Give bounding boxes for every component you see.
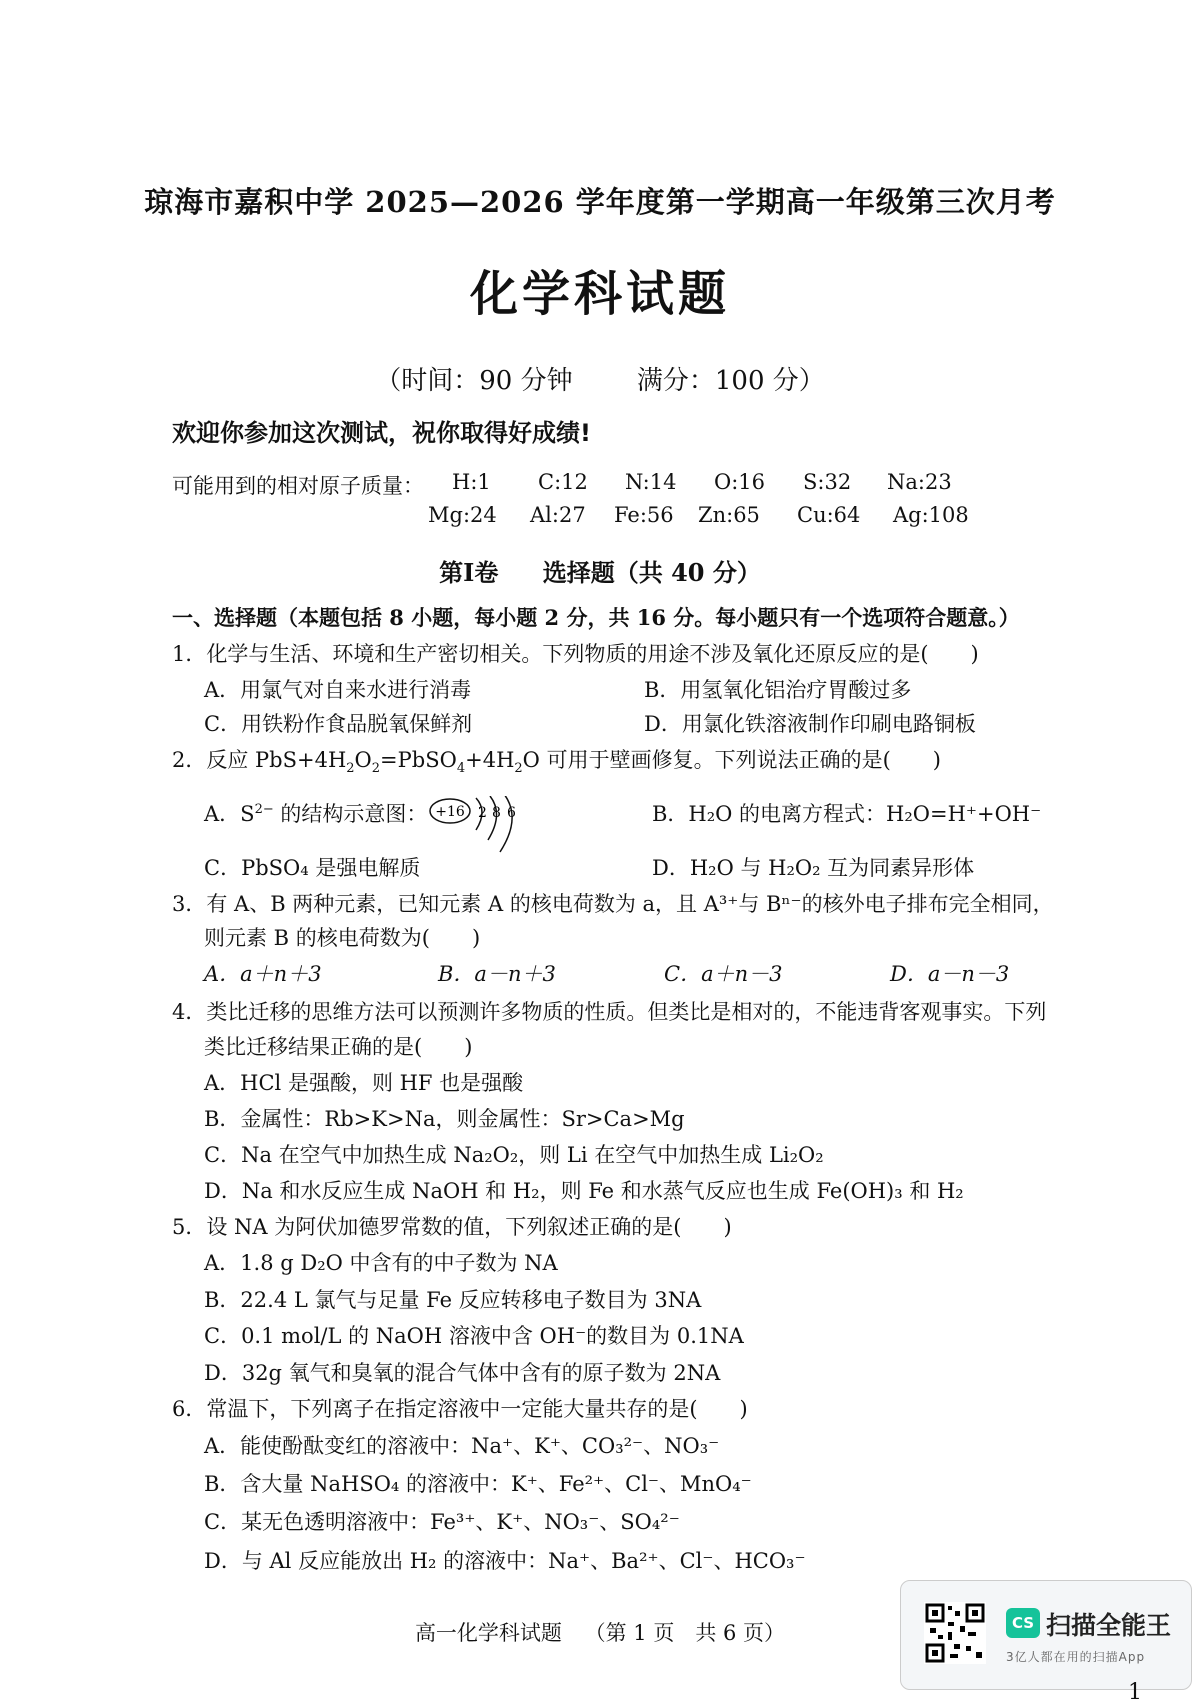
question-6-option-c: C．某无色透明溶液中：Fe³⁺、K⁺、NO₃⁻、SO₄²⁻	[204, 1510, 680, 1534]
footer-page: （第 1 页 共 6 页）	[584, 1621, 786, 1645]
question-2-option-d: D．H₂O 与 H₂O₂ 互为同素异形体	[652, 856, 975, 880]
question-5-option-a: A．1.8 g D₂O 中含有的中子数为 NA	[204, 1251, 558, 1275]
welcome-text: 欢迎你参加这次测试，祝你取得好成绩!	[172, 419, 591, 447]
question-5-option-c: C．0.1 mol/L 的 NaOH 溶液中含 OH⁻的数目为 0.1NA	[204, 1324, 744, 1348]
atomic-mass: Ag:108	[893, 503, 969, 527]
exam-score: 满分：100 分）	[636, 366, 825, 396]
question-3-option-d: D．a－n－3	[890, 962, 1010, 986]
question-1-option-d: D．用氯化铁溶液制作印刷电路铜板	[644, 712, 976, 736]
question-2-stem-prefix: 2．反应 PbS+4H	[172, 748, 347, 772]
volume-label: 第Ⅰ卷	[439, 558, 499, 587]
atomic-mass: H:1	[452, 470, 491, 494]
question-3-stem-line1: 3．有 A、B 两种元素，已知元素 A 的核电荷数为 a，且 A³⁺与 Bⁿ⁻的核外电子排布完全相同，	[172, 892, 1054, 916]
question-6-option-b: B．含大量 NaHSO₄ 的溶液中：K⁺、Fe²⁺、Cl⁻、MnO₄⁻	[204, 1472, 752, 1496]
question-2-option-a-prefix: A．S	[204, 802, 255, 826]
atomic-mass: Fe:56	[614, 503, 674, 527]
question-1-option-c: C．用铁粉作食品脱氧保鲜剂	[204, 712, 473, 736]
question-2-option-c: C．PbSO₄ 是强电解质	[204, 856, 421, 880]
question-6-stem: 6．常温下，下列离子在指定溶液中一定能大量共存的是( )	[172, 1397, 748, 1421]
exam-time: （时间：90 分钟	[375, 366, 573, 396]
atomic-mass: N:14	[625, 470, 677, 494]
question-5-stem: 5．设 NA 为阿伏加德罗常数的值，下列叙述正确的是( )	[172, 1215, 732, 1239]
atomic-mass: Al:27	[530, 503, 586, 527]
watermark-app-name: 扫描全能王	[1046, 1611, 1172, 1640]
school-title: 琼海市嘉积中学 2025—2026 学年度第一学期高一年级第三次月考	[144, 185, 1056, 219]
question-4-option-a: A．HCl 是强酸，则 HF 也是强酸	[204, 1071, 524, 1095]
question-4-option-d: D．Na 和水反应生成 NaOH 和 H₂，则 Fe 和水蒸气反应也生成 Fe(OH)₃ 和 H₂	[204, 1179, 964, 1203]
question-2-stem: 2．反应 $PbS+4H_2O_2=PbSO_4+4H_2O$ 可用于壁画修复。下列说法正确的是( )	[172, 748, 941, 777]
question-1-stem: 1．化学与生活、环境和生产密切相关。下列物质的用途不涉及氧化还原反应的是( )	[172, 642, 979, 666]
question-1-option-b: B．用氢氧化铝治疗胃酸过多	[644, 678, 912, 702]
question-2-option-b: B．H₂O 的电离方程式：H₂O=H⁺+OH⁻	[652, 802, 1042, 826]
camscanner-logo-icon: CS	[1006, 1608, 1040, 1638]
question-4-option-b: B．金属性：Rb>K>Na，则金属性：Sr>Ca>Mg	[204, 1107, 685, 1131]
section-title: 选择题（共 40 分）	[542, 558, 761, 587]
atomic-mass: Zn:65	[698, 503, 760, 527]
shell-electron-count: 2	[478, 805, 487, 821]
question-2-option-a: A．$S^{2-}$ 的结构示意图：	[204, 802, 428, 826]
atomic-mass: O:16	[714, 470, 766, 494]
question-3-option-c: C．a＋n－3	[664, 962, 783, 986]
atomic-mass: Mg:24	[428, 503, 497, 527]
section-heading	[0, 553, 1200, 588]
qr-code-icon	[924, 1602, 986, 1664]
question-5-option-b: B．22.4 L 氯气与足量 Fe 反应转移电子数目为 3NA	[204, 1288, 702, 1312]
shell-electron-count: 6	[507, 805, 516, 821]
question-5-option-d: D．32g 氧气和臭氧的混合气体中含有的原子数为 2NA	[204, 1361, 721, 1385]
question-2-stem-rest: 可用于壁画修复。下列说法正确的是( )	[546, 748, 941, 772]
exam-meta	[0, 360, 1200, 397]
question-3-option-a: A．a＋n＋3	[204, 962, 322, 986]
atomic-mass: C:12	[538, 470, 588, 494]
question-3-stem-line2: 则元素 B 的核电荷数为( )	[204, 926, 481, 950]
question-1-option-a: A．用氯气对自来水进行消毒	[204, 678, 472, 702]
question-2-option-a-suffix: 的结构示意图：	[273, 802, 428, 826]
watermark-tagline: 3亿人都在用的扫描App	[1006, 1650, 1146, 1664]
subject-title: 化学科试题	[469, 266, 730, 322]
question-3-option-b: B．a－n＋3	[438, 962, 556, 986]
shell-electron-count: 8	[492, 805, 501, 821]
question-4-option-c: C．Na 在空气中加热生成 Na₂O₂，则 Li 在空气中加热生成 Li₂O₂	[204, 1143, 824, 1167]
sulfur-ion-shell-diagram	[428, 796, 538, 856]
part-instructions: 一、选择题（本题包括 8 小题，每小题 2 分，共 16 分。每小题只有一个选项符合题意。）	[172, 605, 1020, 630]
question-6-option-d: D．与 Al 反应能放出 H₂ 的溶液中：Na⁺、Ba²⁺、Cl⁻、HCO₃⁻	[204, 1549, 806, 1573]
atomic-mass-label: 可能用到的相对原子质量：	[172, 474, 424, 498]
question-6-option-a: A．能使酚酞变红的溶液中：Na⁺、K⁺、CO₃²⁻、NO₃⁻	[204, 1434, 720, 1458]
atomic-mass: Cu:64	[797, 503, 861, 527]
nucleus-charge: +16	[435, 804, 465, 820]
question-4-stem-line1: 4．类比迁移的思维方法可以预测许多物质的性质。但类比是相对的，不能违背客观事实。下列	[172, 1000, 1047, 1024]
footer-course: 高一化学科试题	[414, 1621, 562, 1645]
question-4-stem-line2: 类比迁移结果正确的是( )	[204, 1035, 473, 1059]
atomic-mass: S:32	[803, 470, 852, 494]
page-number: 1	[1128, 1680, 1142, 1705]
atomic-mass: Na:23	[887, 470, 952, 494]
